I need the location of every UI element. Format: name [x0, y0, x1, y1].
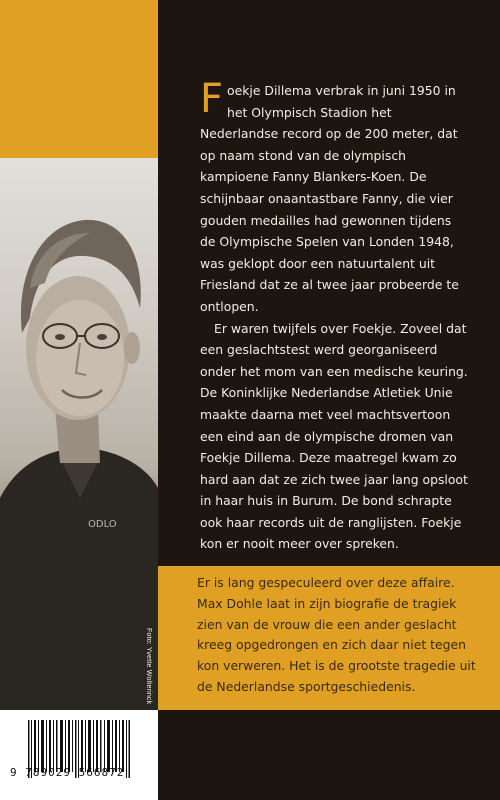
author-portrait-illustration [0, 158, 158, 710]
dropcap-letter: F [200, 76, 224, 122]
dark-bottom-panel [158, 710, 500, 800]
synopsis-paragraph-2: Er waren twijfels over Foekje. Zoveel dat een geslachtstest werd georganiseerd onder het mom van een medische keuring. De Koninklijke Nederlandse Atletiek Unie maakte daarna met veel machtsvertoon een eind aan de olympische dromen van Foekje Dillema. Deze maatregel kwam zo hard aan dat ze zich twee jaar lang opsloot in haar huis in Burum. De bond schrapte ook haar records uit de ranglijsten. Foekje kon er nooit meer over spreken. [200, 320, 468, 552]
isbn-number: 9 789029 566872 [10, 766, 125, 779]
synopsis-paragraph-1: Foekje Dillema verbrak in juni 1950 in het Olympisch Stadion het Nederlandse record op de 200 meter, dat op naam stond van de olympisch kampioene Fanny Blankers-Koen. De schijnbaar onaantastbare Fanny, die vier gouden medailles had gewonnen tijdens de Olympische Spelen van Londen 1948, was geklopt door een natuurtalent uit Friesland dat ze al twee jaar probeerde te ontlopen. [200, 76, 459, 314]
barcode-panel [0, 710, 158, 800]
sweater-logo [88, 513, 128, 533]
photo-credit: Foto: Yvette Wolterinck [145, 628, 152, 705]
svg-text:ODLO: ODLO [88, 519, 117, 530]
synopsis-text [200, 76, 470, 555]
blurb-text: Er is lang gespeculeerd over deze affaire. Max Dohle laat in zijn biografie de tragiek zien van de vrouw die een ander geslacht kreeg opgedrongen en zich daar niet tegen kon verweren. Het is de grootste tragedie uit de Nederlandse sportgeschiedenis. [197, 575, 476, 694]
author-photo [0, 158, 158, 710]
orange-block-top-left [0, 0, 158, 158]
